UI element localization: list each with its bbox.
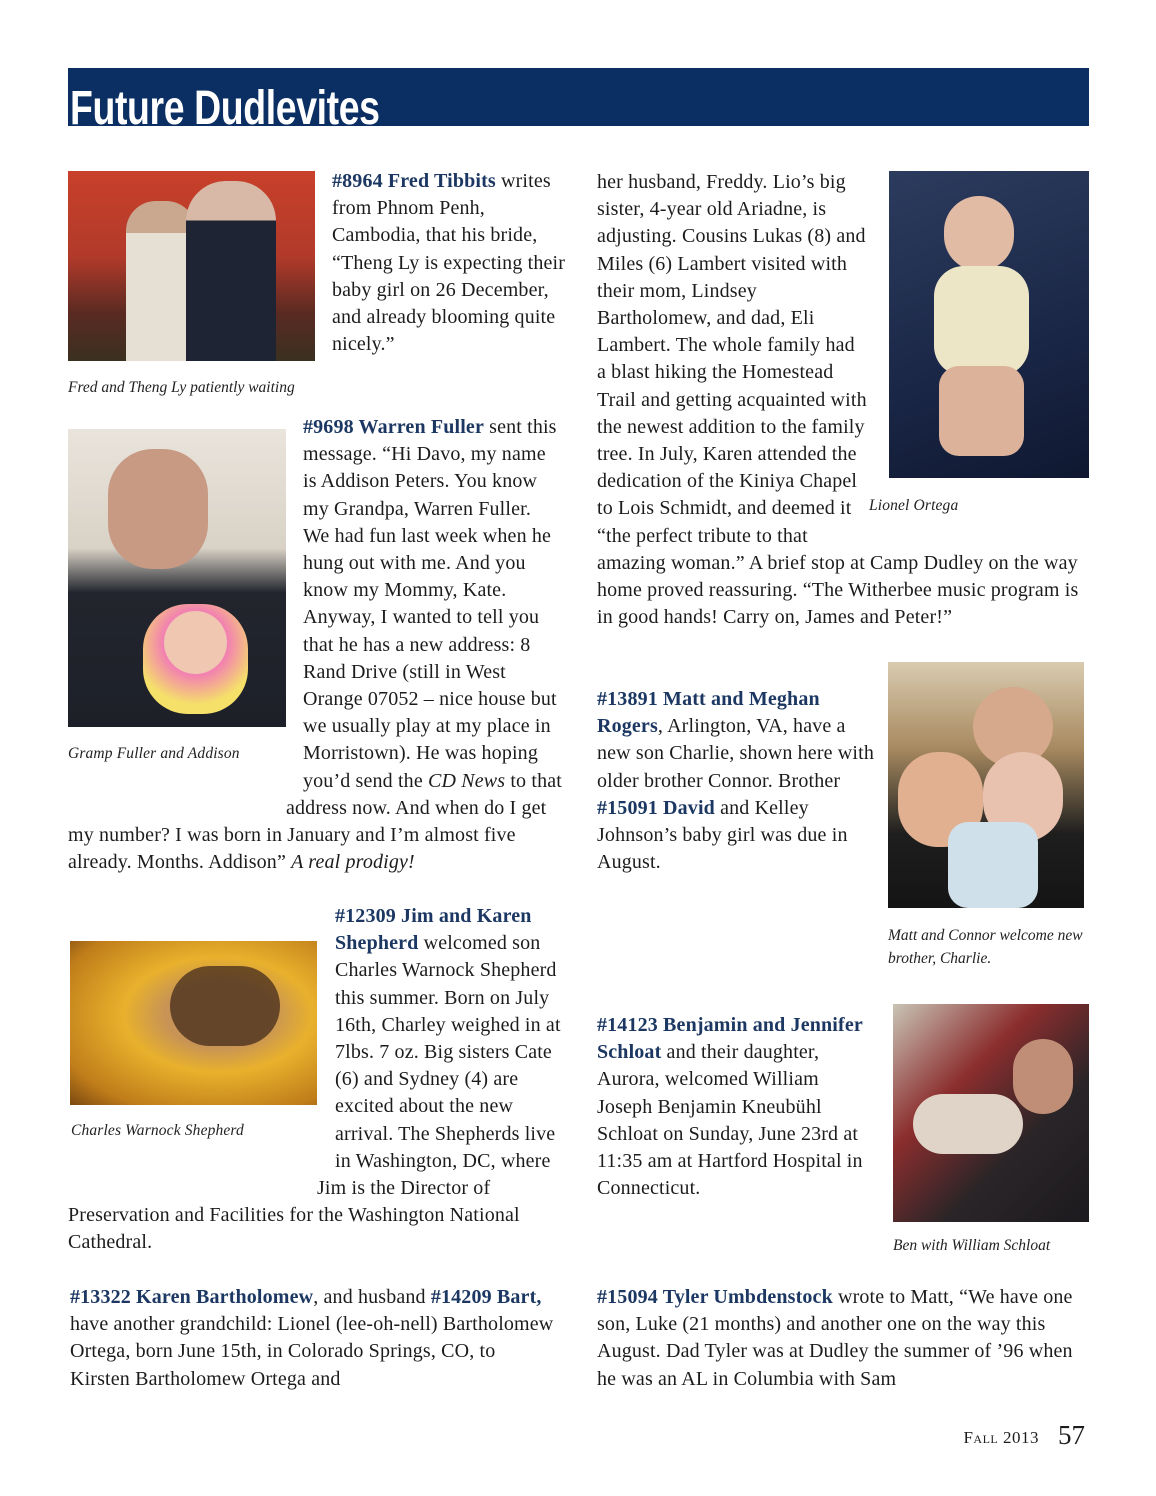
- photo-matt-and-connor: [888, 662, 1084, 908]
- caption-lionel: Lionel Ortega: [869, 497, 959, 514]
- section-title: Future Dudlevites: [70, 82, 380, 126]
- member-name: #8964 Fred Tibbits: [332, 170, 496, 192]
- member-name: #13891 Matt and Meghan Rogers: [597, 688, 820, 738]
- page-number: 57: [1058, 1420, 1085, 1450]
- body-text: and Kelley Johnson’s baby girl was due in August.: [597, 796, 848, 874]
- photo-charles-warnock-shepherd: [70, 941, 317, 1105]
- body-text: welcomed son Charles Warnock Shepherd this summer. Born on July 16th, Charley weighed in at 7lbs. 7 oz. Big sisters Cate (6) and Sydney (4) are excited about the new arrival. The Shepherds live in Washington, DC, where Jim is the Director of Preservation and Facilities for the Washington National Cathedral.: [68, 932, 561, 1254]
- article-shepherd-block: [68, 903, 562, 1257]
- photo-lionel-ortega: [889, 171, 1089, 478]
- body-text: , Arlington, VA, have a new son Charlie, shown here with older brother Connor. Brother: [597, 715, 874, 792]
- article-benjamin-jennifer-schloat: [597, 1012, 877, 1202]
- body-text: sent this message. “Hi Davo, my name is Addison Peters. You know my Grandpa, Warren Fuller. We had fun last week when he hung out with me. And you know my Mommy, Kate. Anyway, I wanted to tell you that he has a new address: 8 Rand Drive (still in West Orange 07052 – nice house but we usually play at my place in Morristown). He was hoping you’d send the: [303, 416, 557, 792]
- photo-gramp-fuller-and-addison: [68, 429, 286, 727]
- body-text: to that address now. And when do I get my number? I was born in January and I’m almost five already. Months. Addison”: [68, 769, 562, 874]
- member-name: #9698 Warren Fuller: [303, 416, 484, 438]
- caption-matt: Matt and Connor welcome new brother, Charlie.: [888, 927, 1083, 967]
- caption-warren: Gramp Fuller and Addison: [68, 745, 240, 762]
- article-warren-fuller-block: [68, 414, 562, 876]
- body-text: and their daughter, Aurora, welcomed William Joseph Benjamin Kneubühl Schloat on Sunday, June 23rd at 11:35 am at Hartford Hospital in Connecticut.: [597, 1041, 863, 1200]
- member-name: #12309 Jim and Karen Shepherd: [335, 905, 532, 955]
- body-text: writes from Phnom Penh, Cambodia, that his bride, “Theng Ly is expecting their baby girl on 26 December, and already blooming quite nicely.”: [332, 170, 566, 356]
- body-text: wrote to Matt, “We have one son, Luke (21 months) and another one on the way this August. Dad Tyler was at Dudley the summer of ’96 when he was an AL in Columbia with Sam: [597, 1286, 1073, 1390]
- member-name: #14209 Bart,: [430, 1286, 542, 1308]
- article-karen-bartholomew: [70, 1284, 556, 1393]
- member-name: #15094 Tyler Umbdenstock: [597, 1286, 833, 1308]
- body-text: , and husband: [313, 1286, 431, 1308]
- member-name: #15091 David: [597, 796, 715, 819]
- photo-fred-and-theng-ly: [68, 171, 315, 361]
- caption-ben: Ben with William Schloat: [893, 1237, 1051, 1254]
- article-karen-bartholomew-continued-block: [597, 169, 1091, 631]
- body-text: her husband, Freddy. Lio’s big sister, 4-year old Ariadne, is adjusting. Cousins Lukas (8) and Miles (6) Lambert visited with their mom, Lindsey Bartholomew, and dad, Eli Lambert. The whole family had a blast hiking the Homestead Trail and getting acquainted with the newest addition to the family tree. In July, Karen attended the dedication of the Kiniya Chapel to Lois Schmidt, and deemed it “the perfect tribute to that amazing woman.” A brief stop at Camp Dudley on the way home proved reassuring. “The Witherbee music program is in good hands! Carry on, James and Peter!”: [597, 171, 1079, 629]
- italic-text: CD News: [428, 769, 506, 792]
- photo-ben-with-william: [893, 1004, 1089, 1222]
- member-name: #13322 Karen Bartholomew: [70, 1286, 314, 1308]
- article-tyler-umbdenstock: [597, 1284, 1091, 1393]
- article-fred-tibbits: [332, 168, 570, 358]
- issue-season: Fall 2013: [963, 1428, 1039, 1447]
- article-matt-meghan-rogers: [597, 686, 875, 876]
- body-text: have another grandchild: Lionel (lee-oh-nell) Bartholomew Ortega, born June 15th, in Colorado Springs, CO, to Kirsten Bartholomew Ortega and: [70, 1313, 554, 1390]
- italic-text: A real prodigy!: [291, 851, 415, 874]
- caption-fred: Fred and Theng Ly patiently waiting: [68, 379, 295, 396]
- caption-shepherd: Charles Warnock Shepherd: [71, 1122, 244, 1139]
- section-header-bar: [68, 68, 1089, 126]
- member-name: #14123 Benjamin and Jennifer Schloat: [597, 1014, 863, 1064]
